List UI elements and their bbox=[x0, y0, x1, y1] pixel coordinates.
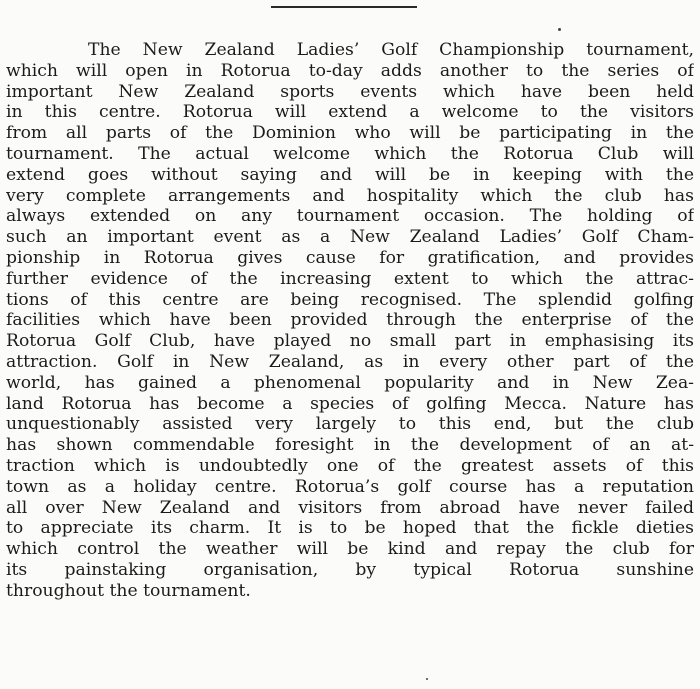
article-line: land Rotorua has become a species of golfing Mecca. Nature has bbox=[6, 393, 694, 414]
article-line: very complete arrangements and hospitality which the club has bbox=[6, 185, 694, 206]
article-line: extend goes without saying and will be in keeping with the bbox=[6, 164, 694, 185]
article-line: world, has gained a phenomenal popularity and in New Zea- bbox=[6, 372, 694, 393]
article-line: its painstaking organisation, by typical Rotorua sunshine bbox=[6, 559, 694, 580]
article-line: from all parts of the Dominion who will be participating in the bbox=[6, 123, 694, 144]
print-speck bbox=[426, 678, 428, 680]
article-line: attraction. Golf in New Zealand, as in every other part of the bbox=[6, 351, 694, 372]
article-line: The New Zealand Ladies’ Golf Championship tournament, bbox=[88, 40, 694, 60]
article-line: in this centre. Rotorua will extend a welcome to the visitors bbox=[6, 102, 694, 123]
article-line: pionship in Rotorua gives cause for gratification, and provides bbox=[6, 247, 694, 268]
article-line: tions of this centre are being recognised. The splendid golfing bbox=[6, 289, 694, 310]
article-line: Rotorua Golf Club, have played no small part in emphasising its bbox=[6, 331, 694, 352]
article-line: which will open in Rotorua to-day adds another to the series of bbox=[6, 60, 694, 81]
article-line: facilities which have been provided through the enterprise of the bbox=[6, 310, 694, 331]
article-line: important New Zealand sports events which have been held bbox=[6, 81, 694, 102]
column-divider-rule bbox=[271, 6, 417, 8]
article-line: has shown commendable foresight in the development of an at- bbox=[6, 435, 694, 456]
article-line: always extended on any tournament occasion. The holding of bbox=[6, 206, 694, 227]
article-line: traction which is undoubtedly one of the greatest assets of this bbox=[6, 455, 694, 476]
article-line: such an important event as a New Zealand Ladies’ Golf Cham- bbox=[6, 227, 694, 248]
article-line: all over New Zealand and visitors from abroad have never failed bbox=[6, 497, 694, 518]
article-line: unquestionably assisted very largely to this end, but the club bbox=[6, 414, 694, 435]
article-body bbox=[6, 40, 694, 602]
article-line: town as a holiday centre. Rotorua’s golf course has a reputation bbox=[6, 476, 694, 497]
article-line: tournament. The actual welcome which the Rotorua Club will bbox=[6, 143, 694, 164]
article-line: further evidence of the increasing extent to which the attrac- bbox=[6, 268, 694, 289]
article-line: throughout the tournament. bbox=[6, 580, 251, 601]
article-line: which control the weather will be kind and repay the club for bbox=[6, 539, 694, 560]
article-line: to appreciate its charm. It is to be hoped that the fickle dieties bbox=[6, 518, 694, 539]
print-speck bbox=[558, 28, 561, 31]
